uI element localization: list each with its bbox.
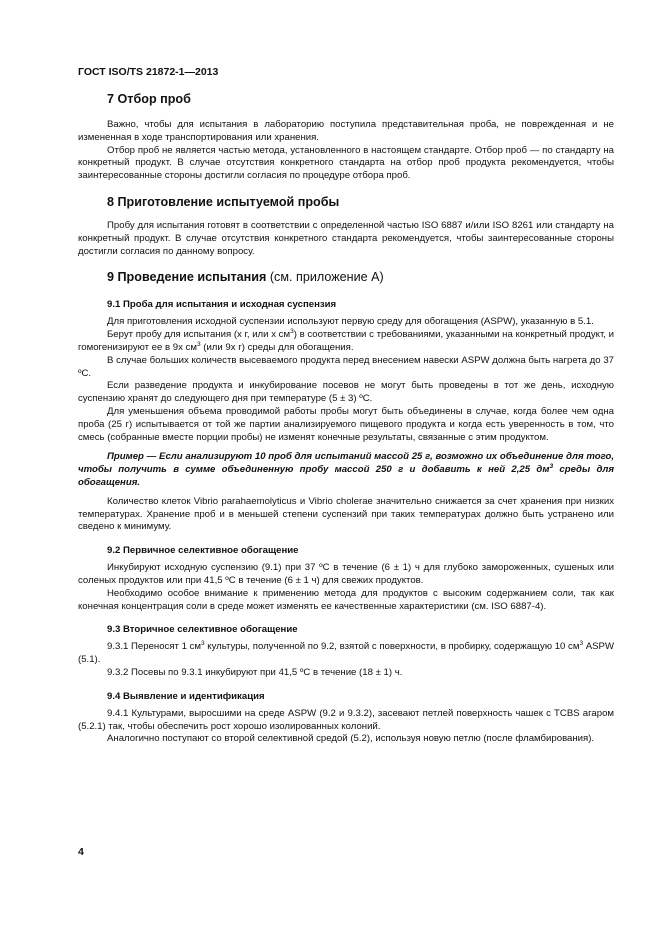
section-9-1-paragraph-6: Количество клеток Vibrio parahaemolyticus и Vibrio cholerae значительно снижается за счет хранения при низких температурах. Хранение проб и в меньшей степени суспензий при таких температурах должно быть устранено или сведено к минимуму. bbox=[78, 495, 614, 533]
document-page bbox=[78, 66, 614, 746]
text-fragment: ) в соответствии с требованиями, указанными на конкретный продукт, и гомогенизируют ее в 9x см bbox=[78, 329, 614, 353]
section-9-2-title: 9.2 Первичное селективное обогащение bbox=[107, 545, 299, 557]
section-9-1-paragraph-1: Для приготовления исходной суспензии используют первую среду для обогащения (ASPW), указанную в 5.1. bbox=[107, 316, 594, 328]
section-9-3-paragraph-1 bbox=[78, 641, 614, 667]
text-fragment: 9.3.1 Переносят 1 см bbox=[107, 641, 201, 653]
section-9-title bbox=[78, 270, 614, 284]
section-9-1-title: 9.1 Проба для испытания и исходная суспензия bbox=[107, 299, 337, 311]
section-9-1-paragraph-3: В случае больших количеств высеваемого продукта перед внесением навески ASPW должна быть нагрета до 37 ºС. bbox=[78, 354, 614, 379]
text-fragment: ASPW (5.1). bbox=[78, 641, 614, 666]
section-9-1-paragraph-4: Если разведение продукта и инкубирование посевов не могут быть проведены в тот же день, исходную суспензию хранят до следующего дня при температуре (5 ± 3) ºС. bbox=[78, 380, 614, 405]
text-fragment: (или 9x г) среды для обогащения. bbox=[200, 341, 354, 353]
section-9-4-title: 9.4 Выявление и идентификация bbox=[107, 690, 265, 702]
example-note bbox=[78, 451, 614, 489]
section-9-title-text: 9 Проведение испытания bbox=[107, 270, 267, 285]
section-9-1-paragraph-2 bbox=[78, 329, 614, 355]
superscript: 3 bbox=[549, 462, 554, 470]
section-7-paragraph-1: Важно, чтобы для испытания в лабораторию поступила представительная проба, не поврежденная и не измененная в ходе транспортирования или хранения. bbox=[78, 119, 614, 143]
section-9-4-paragraph-2: Аналогично поступают со второй селективной средой (5.2), используя новую петлю (после фламбирования). bbox=[107, 733, 595, 745]
section-9-3-title: 9.3 Вторичное селективное обогащение bbox=[107, 624, 298, 636]
page-number: 4 bbox=[78, 846, 84, 858]
text-fragment: Пример — Если анализируют 10 проб для испытаний массой 25 г, возможно их объединение для того, чтобы получить в сумме объединенную пробу массой 250 г и добавить к ней 2,25 дм bbox=[78, 451, 614, 476]
section-7-title: 7 Отбор проб bbox=[107, 92, 191, 106]
text-fragment: среды для обогащения. bbox=[78, 464, 615, 488]
section-8-paragraph-1: Пробу для испытания готовят в соответствии с определенной частью ISO 6887 и/или ISO 8261 или стандарту на конкретный продукт. В случае отсутствия конкретного стандарта рекомендуется, чтобы заинтересованные стороны достигли согласия по данному вопросу. bbox=[78, 219, 614, 257]
section-9-2-paragraph-1: Инкубируют исходную суспензию (9.1) при 37 ºС в течение (6 ± 1) ч для глубоко замороженных, сушеных или соленых продуктов или при 41,5 ºС в течение (6 ± 1 ч) для свежих продуктов. bbox=[78, 562, 614, 586]
text-fragment: Берут пробу для испытания (x г, или x см bbox=[107, 329, 291, 341]
text-fragment: культуры, полученной по 9.2, взятой с поверхности, в пробирку, содержащую 10 см bbox=[204, 641, 580, 653]
standard-header: ГОСТ ISO/TS 21872-1—2013 bbox=[78, 66, 219, 78]
superscript: 3 bbox=[200, 640, 205, 648]
section-8-title: 8 Приготовление испытуемой пробы bbox=[107, 194, 340, 209]
superscript: 3 bbox=[579, 640, 584, 648]
section-7-paragraph-2: Отбор проб не является частью метода, установленного в настоящем стандарте. Отбор проб — по стандарту на конкретный продукт. В случае отсутствия конкретного стандарта на отбор проб продукта рекомендуется, чтобы заинтересованные стороны достигли согласия по процедуре отбора проб. bbox=[78, 144, 614, 182]
superscript: 3 bbox=[196, 340, 201, 348]
section-9-4-paragraph-1: 9.4.1 Культурами, выросшими на среде ASPW (9.2 и 9.3.2), засевают петлей поверхность чашек с TCBS агаром (5.2.1) так, чтобы обеспечить рост хорошо изолированных колоний. bbox=[78, 707, 614, 732]
section-9-title-note: (см. приложение А) bbox=[269, 270, 384, 285]
superscript: 3 bbox=[290, 327, 294, 335]
section-9-1-paragraph-5: Для уменьшения объема проводимой работы пробы могут быть объединены в случае, когда более чем одна проба (25 г) испытывается от той же партии анализируемого пищевого продукта и когда есть уверенность в том, что смесь (собранные вместе порции пробы) не изменят конечные результаты, связанные с этим продуктом. bbox=[78, 405, 614, 443]
section-9-3-paragraph-2: 9.3.2 Посевы по 9.3.1 инкубируют при 41,5 ºС в течение (18 ± 1) ч. bbox=[107, 666, 403, 678]
section-9-2-paragraph-2: Необходимо особое внимание к применению метода для продуктов с высоким содержанием соли, так как конечная концентрация соли в среде может изменять ее качественные характеристики (см. ISO 6887-4). bbox=[78, 587, 614, 612]
